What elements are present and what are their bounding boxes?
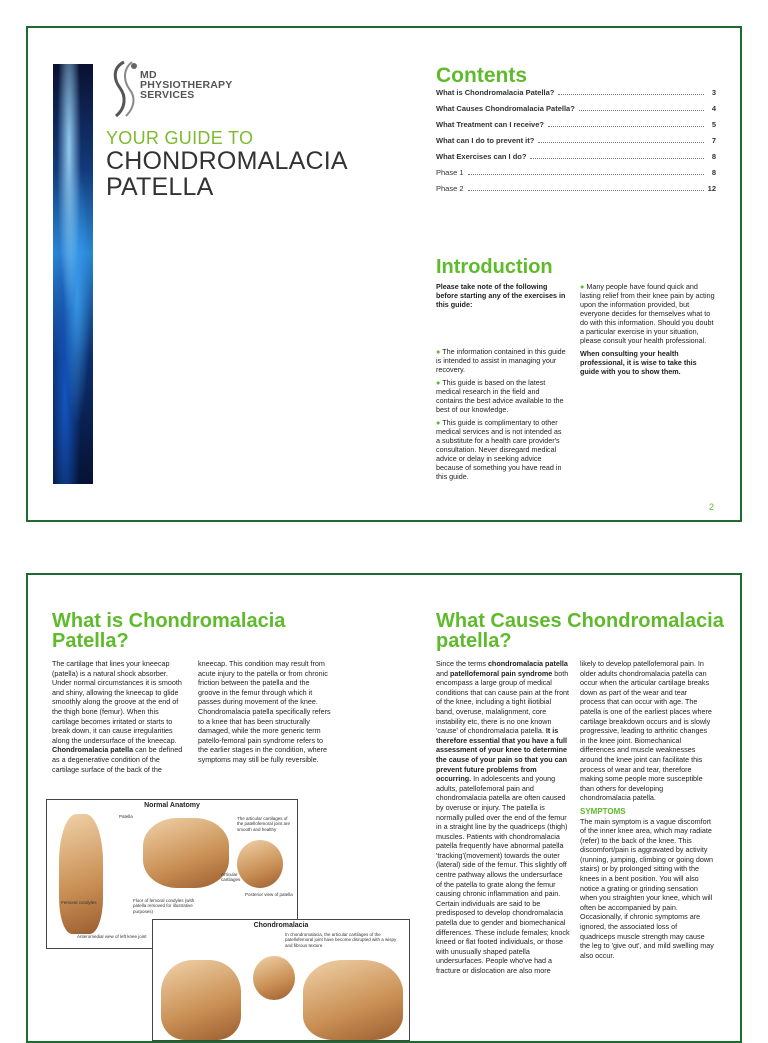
bullet-icon: ● — [436, 378, 443, 387]
bullet-icon: ● — [580, 282, 587, 291]
intro-bullet: ● Many people have found quick and lasting relief from their knee pain by acting upon the information provided, but everyone decides for themselves what to do with this information. Should you doubt a particular exercise in your situation, please consult your health professional. — [580, 282, 715, 345]
what-is-column-1: The cartilage that lines your kneecap (patella) is a natural shock absorber. Under normal circumstances it is smooth and shiny, allowing the kneecap to glide smoothly along the groove at the end of the thigh bone (femur). When this cartilage becomes irritated or starts to break down, it can cause irregularities along the undersurface of the kneecap. Chondromalacia patella can be defined as a degenerative condition of the cartilage surface of the back of the — [52, 659, 183, 774]
introduction-column-2 — [580, 282, 715, 380]
damaged-femur-illustration — [161, 960, 241, 1040]
toc-label: What Exercises can I do? — [436, 152, 527, 161]
toc-row[interactable] — [436, 152, 716, 168]
femur-illustration — [143, 818, 229, 888]
bullet-icon: ● — [436, 418, 443, 427]
toc-label: Phase 1 — [436, 168, 464, 177]
what-causes-column-1: Since the terms chondromalacia patella and patellofemoral pain syndrome both encompass a large group of medical conditions that can cause pain at the front of the knee, including a tight iliotibial band, overuse, malalignment, core instability etc, there is no one known 'cause' of chondromalacia patella. It is therefore essential that you have a full assessment of your knee to determine the cause of your pain so that you can prevent future problems from occurring. In adolescents and young adults, patellofemoral pain and chondromalacia patella are often caused by overuse or injury. The patella is normally pulled over the end of the femur in a straight line by the quadriceps (thigh) muscles. Patients with chondromalacia patella frequently have abnormal patella 'tracking'(movement) towards the outer (lateral) side of the femur. This slightly off centre pathway allows the undersurface of the patella to grate along the femur causing chronic inflammation and pain. Certain individuals are said to be predisposed to develop chondromalacia patella due to gender and biomechanical differences. These include females; knock kneed or flat footed individuals, or those with unusually shaped patella undersurfaces. People who've had a fracture or dislocation are also more — [436, 659, 570, 975]
logo-line3: SERVICES — [140, 89, 195, 101]
intro-bullet: ● This guide is based on the latest medical research in the field and contains the best advice available to the best of our knowledge. — [436, 378, 564, 414]
damaged-knee-illustration — [303, 960, 403, 1040]
toc-row[interactable] — [436, 136, 716, 152]
toc-row[interactable] — [436, 104, 716, 120]
toc-page: 7 — [711, 136, 716, 145]
guide-title — [106, 148, 348, 200]
knee-bone-illustration — [59, 814, 103, 934]
guide-subtitle: YOUR GUIDE TO — [106, 128, 254, 148]
introduction-column-1 — [436, 282, 566, 485]
guide-title-line1: CHONDROMALACIA — [106, 147, 348, 175]
bullet-icon: ● — [436, 347, 443, 356]
toc-row[interactable] — [436, 88, 716, 104]
page-spread-bottom — [26, 573, 742, 1043]
cover-image — [53, 64, 93, 484]
toc-page: 8 — [711, 152, 716, 161]
contents-heading: Contents — [436, 64, 527, 87]
page-number: 2 — [708, 502, 714, 512]
what-is-column-2: kneecap. This condition may result from acute injury to the patella or from chronic friction between the patella and the groove in the femur through which it passes during movement of the knee. Chondromalacia patella specifically refers to a knee that has been structurally damaged, while the more generic term patello-femoral pain syndrome refers to the earlier stages in the condition, where symptoms may still be fully reversible. — [198, 659, 331, 764]
toc-page: 3 — [711, 88, 716, 97]
introduction-heading: Introduction — [436, 256, 553, 278]
toc-label: What Treatment can I receive? — [436, 120, 544, 129]
normal-anatomy-figure: Normal Anatomy The articular cartilages of the patellofemoral joint are smooth and healthy Patella Femoral condyles Articular cartilages Posterior view of patella Floor of femoral condyles (with patella removed for illustrative purposes) Anteromedial view of left knee joint — [46, 799, 298, 949]
toc-row[interactable] — [436, 184, 716, 200]
what-is-heading: What is Chondromalacia Patella? — [52, 610, 286, 652]
logo-mark-icon — [106, 58, 142, 118]
logo-line1: MD — [140, 69, 157, 81]
chondromalacia-figure: Chondromalacia In chondromalacia, the articular cartilages of the patellofemoral joint have become disrupted with a wispy and fibrous texture. — [152, 919, 410, 1041]
what-causes-column-2: likely to develop patellofemoral pain. In older adults chondromalacia patella can occur when the articular cartilage breaks down as part of the wear and tear process that can occur with age. The patella is one of the earliest places where cartilage breakdown occurs and is slowly progressive, leading to arthritic changes in the knee joint. Biomechanical differences and muscle weaknesses around the knee joint can facilitate this process of wear and tear, therefore making some people more susceptible than others for developing chondromalacia patella. SYMPTOMS The main symptom is a vague discomfort of the inner knee area, which may radiate (refer) to the back of the knee. This discomfort/pain is aggravated by activity (running, jumping, climbing or going down stairs) or by prolonged sitting with the knees in a bent position. You will also notice a grating or grinding sensation when you straighten your knee, which will often be accompanied by pain. Occasionally, if chronic symptoms are ignored, the associated loss of quadriceps muscle strength may cause the leg to 'give out', and mild swelling may also occur. — [580, 659, 714, 960]
logo-line2: PHYSIOTHERAPY — [140, 79, 233, 91]
toc-page: 5 — [711, 120, 716, 129]
intro-bullet: ● The information contained in this guide is intended to assist in managing your recovery. — [436, 347, 566, 374]
intro-bullet: ● This guide is complimentary to other medical services and is not intended as a substitute for a health care provider's consultation. Never disregard medical advice or delay in seeking advice because of something you have read in this guide. — [436, 418, 562, 481]
toc-row[interactable] — [436, 120, 716, 136]
toc-label: What is Chondromalacia Patella? — [436, 88, 555, 97]
guide-title-line2: PATELLA — [106, 173, 214, 201]
intro-closing: When consulting your health professional, it is wise to take this guide with you to show them. — [580, 349, 697, 376]
page-spread-top — [26, 26, 742, 522]
logo — [106, 58, 246, 120]
toc-label: What Causes Chondromalacia Patella? — [436, 104, 575, 113]
toc-label: What can I do to prevent it? — [436, 136, 535, 145]
figure-title: Chondromalacia — [253, 922, 309, 929]
damaged-patella-illustration — [253, 956, 295, 1000]
toc-page: 8 — [711, 168, 716, 177]
what-causes-heading: What Causes Chondromalacia patella? — [436, 610, 724, 652]
intro-lead: Please take note of the following before starting any of the exercises in this guide: — [436, 282, 566, 309]
toc-page: 12 — [707, 184, 716, 193]
toc-row[interactable] — [436, 168, 716, 184]
toc-page: 4 — [711, 104, 716, 113]
table-of-contents — [436, 88, 716, 200]
toc-label: Phase 2 — [436, 184, 464, 193]
logo-text — [140, 70, 232, 100]
figure-title: Normal Anatomy — [144, 802, 200, 809]
symptoms-heading: SYMPTOMS — [580, 806, 626, 816]
